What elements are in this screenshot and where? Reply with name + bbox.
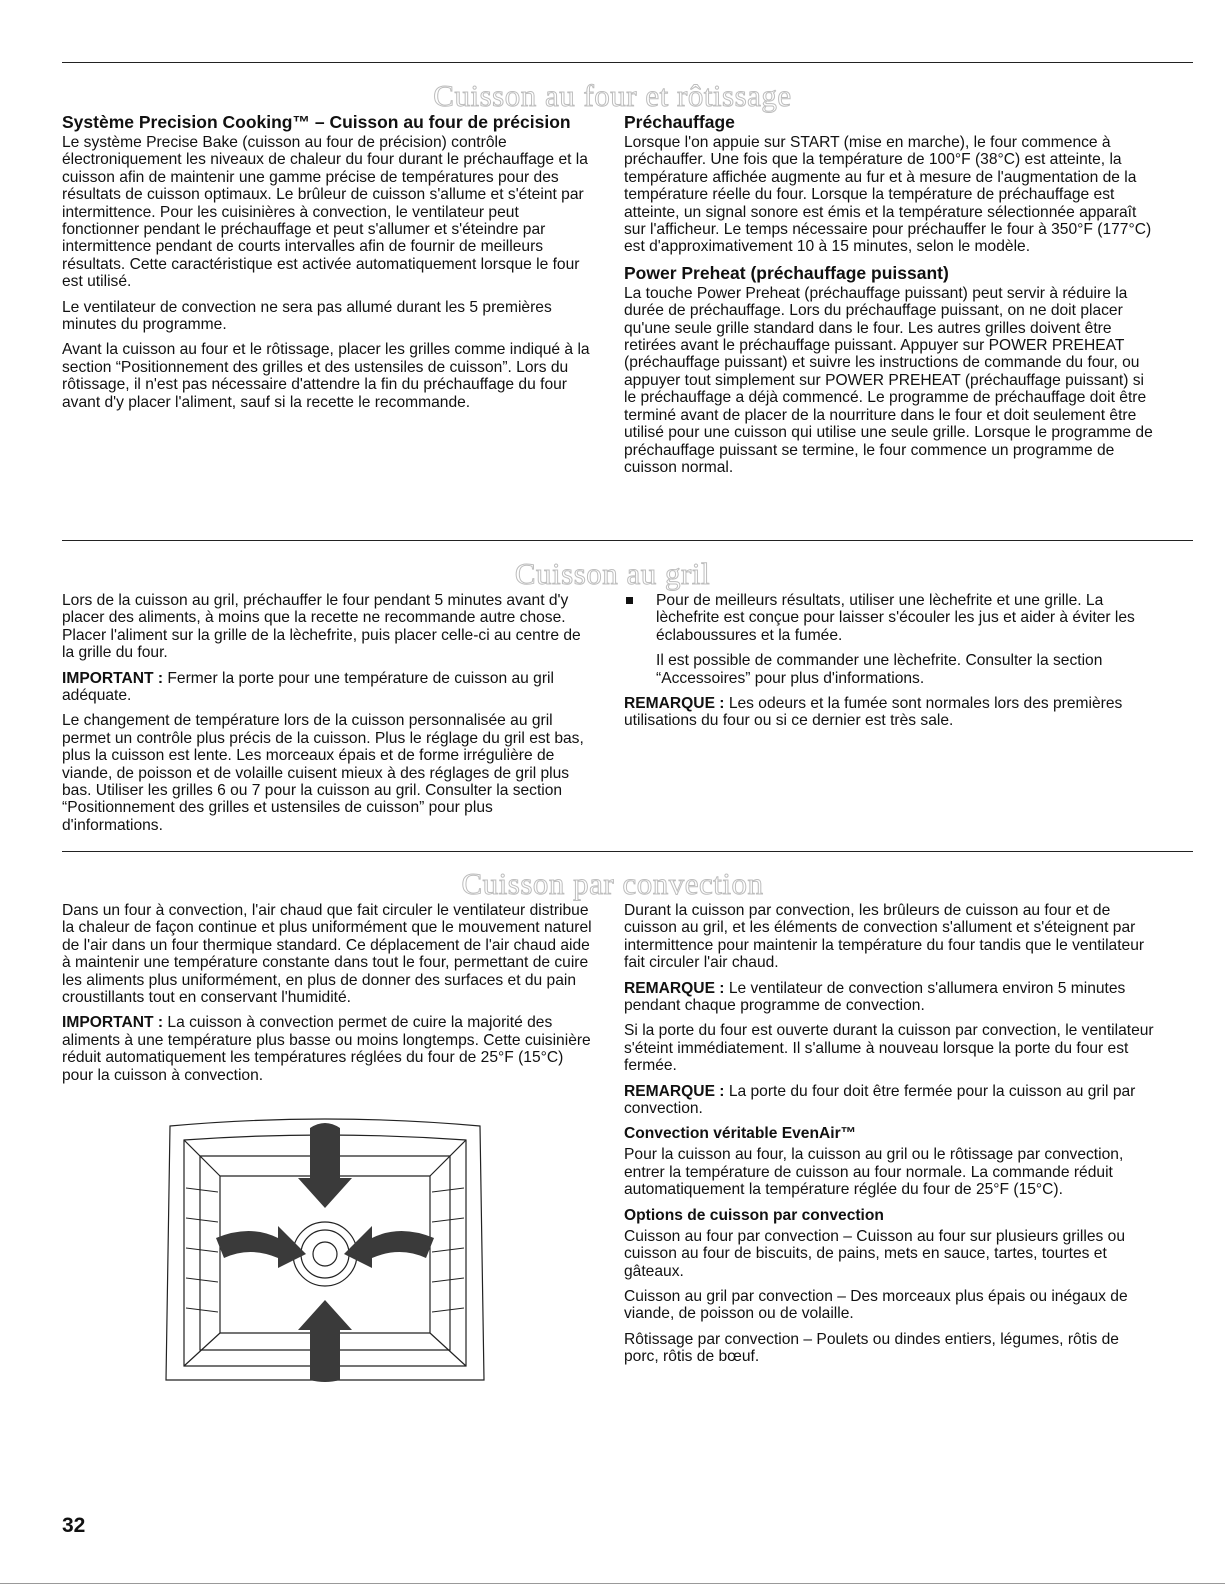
paragraph: Durant la cuisson par convection, les brûleurs de cuisson au four et de cuisson au gril, et les éléments de convection s'allument et s'éteignent par intermittence pour maintenir la température du four tandis que le ventilateur fait circuler l'air chaud. [624,902,1145,972]
convection-oven-airflow-icon [160,1118,490,1384]
paragraph: Le système Precise Bake (cuisson au four de précision) contrôle électroniquement les niveaux de chaleur du four durant le préchauffage et la cuisson afin de maintenir une gamme précise de températures pour des résultats de cuisson optimaux. Le brûleur de cuisson s'allume et s'éteint par intermittence. Pour les cuisinières à convection, le ventilateur peut fonctionner pendant le préchauffage et peut s'allumer et s'éteindre par intermittence pendant de courts intervalles afin de fournir de meilleurs résultats. Cette caractéristique est activée automatiquement lorsque le four est utilisé. [62,134,588,291]
remark-note [624,1083,1154,1118]
paragraph: Si la porte du four est ouverte durant la cuisson par convection, le ventilateur s'éteint immédiatement. Il s'allume à nouveau lorsque la porte du four est fermée. [624,1022,1154,1075]
section-rule [62,62,1193,63]
bullet-icon [626,597,633,604]
paragraph: Le changement de température lors de la cuisson personnalisée au gril permet un contrôle plus précis de la cuisson. Plus le réglage du gril est bas, plus la cuisson est lente. Les morceaux épais et de forme irrégulière de viande, de poisson et de volaille cuisent mieux à des réglages de gril plus bas. Utiliser les grilles 6 ou 7 pour la cuisson au gril. Consulter la section “Positionnement des grilles et ustensiles de cuisson” pour plus d'informations. [62,712,584,834]
paragraph: La touche Power Preheat (préchauffage puissant) peut servir à réduire la durée de préchauffage. Lors du préchauffage puissant, on ne doit placer qu'une seule grille standard dans le four. Les autres grilles doivent être retirées avant le préchauffage puissant. Appuyer sur POWER PREHEAT (préchauffage puissant) et suivre les instructions de commande du four, ou appuyer tout simplement sur POWER PREHEAT (préchauffage puissant) si le préchauffage a déjà commencé. Le programme de préchauffage doit être terminé avant de placer de la nourriture dans le four et doit seulement être utilisé pour une cuisson qui utilise une seule grille. Lorsque le programme de préchauffage puissant se termine, le four commence un programme de cuisson normal. [624,284,1153,476]
important-label: IMPORTANT : [62,669,164,687]
remark-label: REMARQUE : [624,1082,725,1100]
baking-right-column [624,113,1154,484]
important-label: IMPORTANT : [62,1014,164,1032]
convection-left-column [62,902,592,1092]
remark-text: Les odeurs et la fumée sont normales lors des premières utilisations du four ou si ce dernier est très sale. [624,695,1123,730]
paragraph: Le ventilateur de convection ne sera pas allumé durant les 5 premières minutes du programme. [62,298,552,334]
paragraph: Cuisson au gril par convection – Des morceaux plus épais ou inégaux de viande, de poisson ou de volaille. [624,1287,1128,1323]
remark-note [624,980,1154,1015]
section-title-baking: Cuisson au four et rôtissage [433,78,792,113]
evenair-heading: Convection véritable EvenAir™ [624,1125,857,1143]
important-note [62,670,592,705]
remark-text: La porte du four doit être fermée pour la cuisson au gril par convection. [624,1082,1136,1118]
paragraph: Lorsque l'on appuie sur START (mise en marche), le four commence à préchauffer. Une fois que la température de 100°F (38°C) est atteinte, la température affichée augmente au fur et à mesure de l'augmentation de la température réelle du four. Lorsque la température de préchauffage est atteinte, un signal sonore est émis et la température sélectionnée apparaît sur l'afficheur. Le temps nécessaire pour préchauffer le four à 350°F (177°C) est d'approximativement 10 à 15 minutes, selon le modèle. [624,134,1152,256]
remark-text: Le ventilateur de convection s'allumera environ 5 minutes pendant chaque programme de convection. [624,979,1126,1015]
paragraph: Il est possible de commander une lèchefrite. Consulter la section “Accessoires” pour plus d'informations. [656,652,1103,687]
important-text: Fermer la porte pour une température de cuisson au gril adéquate. [62,669,554,705]
paragraph: Dans un four à convection, l'air chaud que fait circuler le ventilateur distribue la chaleur de façon continue et plus uniformément que le mouvement naturel de l'air dans un four thermique standard. Ce déplacement de l'air chaud aide à maintenir une température constante dans tout le four, permettant de cuire les aliments plus uniformément, en plus de donner des surfaces et du pain croustillants tout en conservant l'humidité. [62,902,592,1007]
list-item [624,592,1154,644]
paragraph: Avant la cuisson au four et le rôtissage, placer les grilles comme indiqué à la section “Positionnement des grilles et des ustensiles de cuisson”. Lors du rôtissage, il n'est pas nécessaire d'attendre la fin du préchauffage du four avant d'y placer l'aliment, sauf si la recette le recommande. [62,341,590,411]
remark-note [624,695,1154,730]
baking-left-column [62,113,592,419]
power-preheat-heading: Power Preheat (préchauffage puissant) [624,262,949,283]
remark-label: REMARQUE : [624,695,725,713]
section-rule [62,851,1193,852]
page-bottom-edge [0,1583,1225,1584]
section-title-broil: Cuisson au gril [514,556,711,591]
section-title-convection: Cuisson par convection [461,866,764,901]
preheat-heading: Préchauffage [624,112,735,132]
broil-left-column [62,592,592,842]
important-text: La cuisson à convection permet de cuire la majorité des aliments à une température plus basse ou moins longtemps. Cette cuisinière réduit automatiquement les températures réglées du four de 25°F (15°C) pour la cuisson à convection. [62,1014,591,1084]
convection-options-heading: Options de cuisson par convection [624,1206,884,1224]
paragraph: Cuisson au four par convection – Cuisson au four sur plusieurs grilles ou cuisson au four de biscuits, de pains, mets en sauce, tartes, tourtes et gâteaux. [624,1227,1125,1280]
paragraph: Rôtissage par convection – Poulets ou dindes entiers, légumes, rôtis de porc, rôtis de bœuf. [624,1330,1119,1366]
remark-label: REMARQUE : [624,979,725,997]
precision-cooking-heading: Système Precision Cooking™ – Cuisson au four de précision [62,112,571,132]
important-note [62,1014,592,1084]
broil-right-column [624,592,1154,738]
paragraph: Lors de la cuisson au gril, préchauffer le four pendant 5 minutes avant d'y placer des aliments, à moins que la recette ne recommande autre chose. Placer l'aliment sur la grille de la lèchefrite, puis placer celle-ci au centre de la grille du four. [62,592,581,662]
paragraph: Pour la cuisson au four, la cuisson au gril ou le rôtissage par convection, entrer la température de cuisson au four normale. La commande réduit automatiquement la température réglée du four de 25°F (15°C). [624,1146,1124,1199]
page-number: 32 [62,1514,86,1537]
convection-right-column [624,902,1154,1374]
bullet-text: Pour de meilleurs résultats, utiliser une lèchefrite et une grille. La lèchefrite est conçue pour laisser s'écouler les jus et aider à éviter les éclaboussures et la fumée. [656,592,1135,644]
section-rule [62,540,1193,541]
